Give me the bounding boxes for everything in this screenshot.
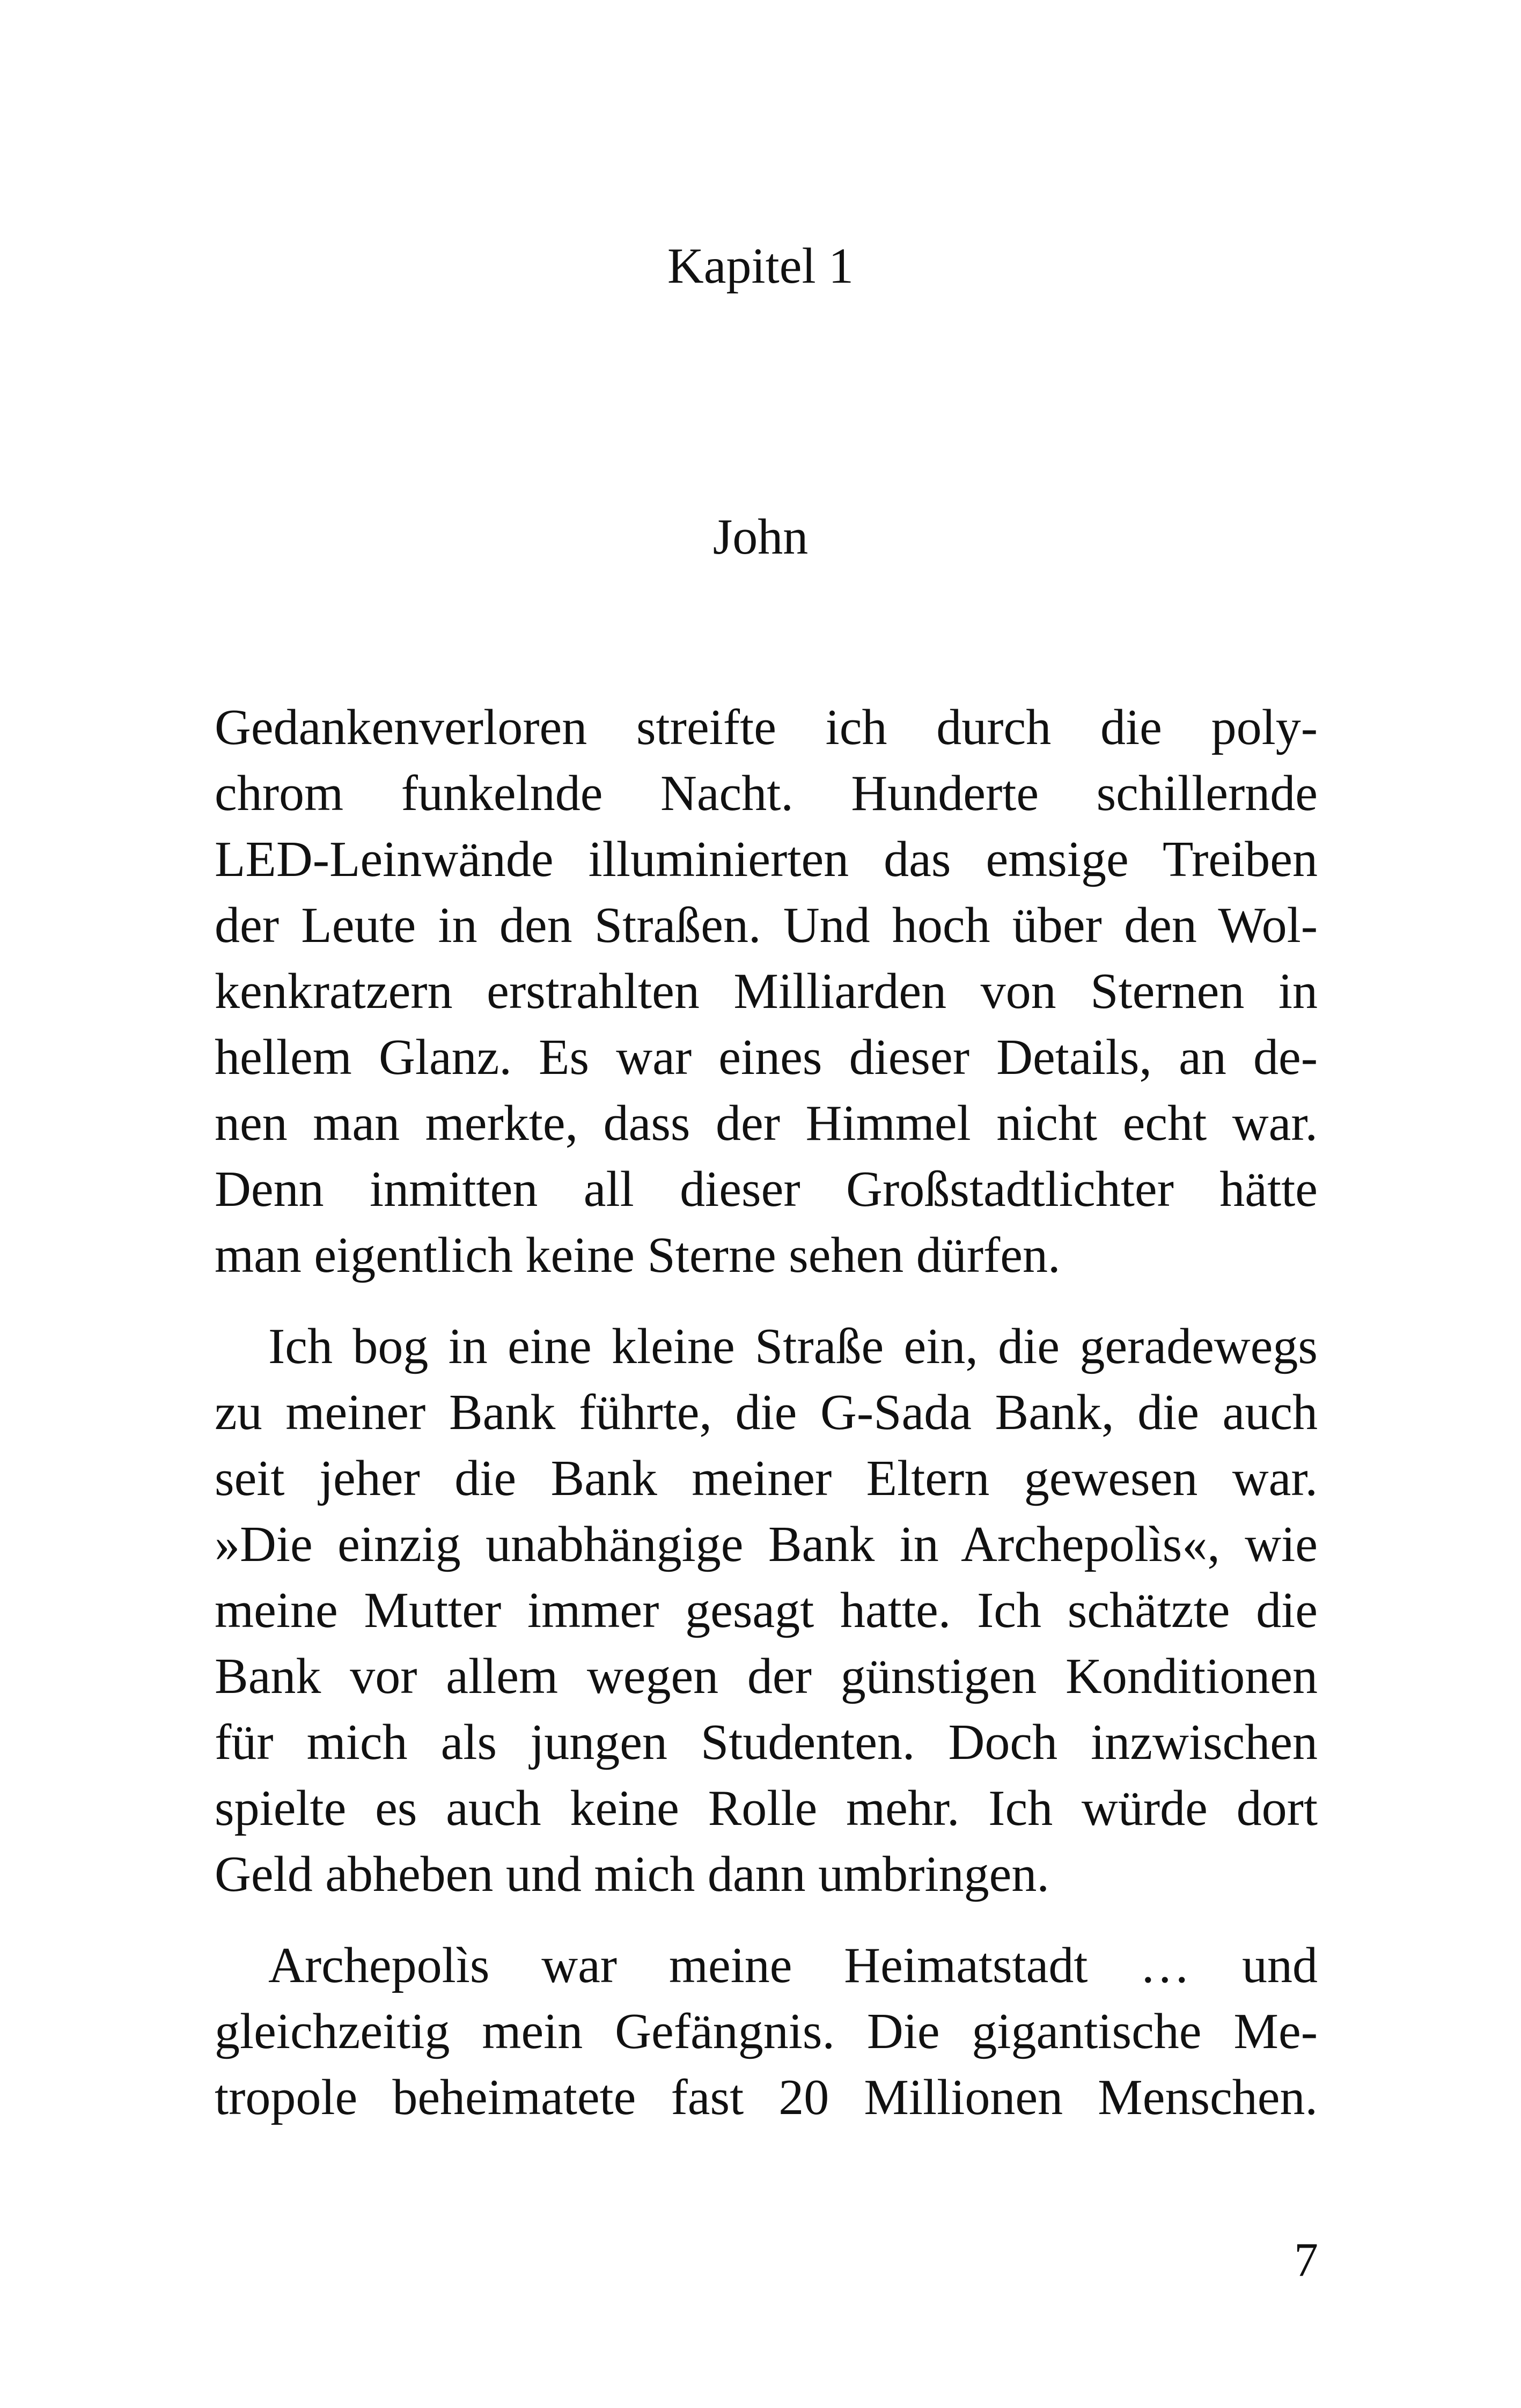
text-line: hellem Glanz. Es war eines dieser Details, an de- — [215, 1029, 1318, 1085]
text-line: chrom funkelnde Nacht. Hunderte schillernde — [215, 765, 1318, 821]
text-line: Gedankenverloren streifte ich durch die poly- — [215, 699, 1318, 755]
text-line: Archepolìs war meine Heimatstadt … und — [268, 1938, 1318, 1993]
text-line: seit jeher die Bank meiner Eltern gewesen war. — [215, 1450, 1318, 1506]
text-line: Denn inmitten all dieser Großstadtlichter hätte — [215, 1161, 1318, 1217]
paragraph-1 — [215, 695, 1318, 1288]
text-line: LED-Leinwände illuminierten das emsige Treiben — [215, 831, 1318, 887]
text-line: spielte es auch keine Rolle mehr. Ich würde dort — [215, 1780, 1318, 1836]
body-text — [215, 695, 1318, 2131]
page-number: 7 — [1294, 2234, 1318, 2287]
text-line: gleichzeitig mein Gefängnis. Die gigantische Me- — [215, 2004, 1318, 2059]
text-line: kenkratzern erstrahlten Milliarden von Sternen in — [215, 963, 1318, 1019]
section-heading: John — [712, 509, 809, 565]
text-line: tropole beheimatete fast 20 Millionen Menschen. — [215, 2070, 1318, 2125]
text-line: Bank vor allem wegen der günstigen Konditionen — [215, 1648, 1318, 1704]
text-line: für mich als jungen Studenten. Doch inzwischen — [215, 1714, 1318, 1770]
text-line: Ich bog in eine kleine Straße ein, die geradewegs — [268, 1319, 1318, 1374]
text-line: »Die einzig unabhängige Bank in Archepolìs«, wie — [215, 1516, 1318, 1572]
text-line: zu meiner Bank führte, die G-Sada Bank, die auch — [215, 1385, 1318, 1440]
paragraph-3 — [215, 1933, 1318, 2131]
text-line: der Leute in den Straßen. Und hoch über den Wol- — [215, 897, 1318, 953]
chapter-title: Kapitel 1 — [667, 238, 854, 294]
text-line: man eigentlich keine Sterne sehen dürfen. — [215, 1227, 1061, 1283]
paragraph-2 — [215, 1314, 1318, 1908]
text-line: nen man merkte, dass der Himmel nicht echt war. — [215, 1095, 1318, 1151]
text-line: Geld abheben und mich dann umbringen. — [215, 1846, 1049, 1902]
text-line: meine Mutter immer gesagt hatte. Ich schätzte die — [215, 1582, 1318, 1638]
